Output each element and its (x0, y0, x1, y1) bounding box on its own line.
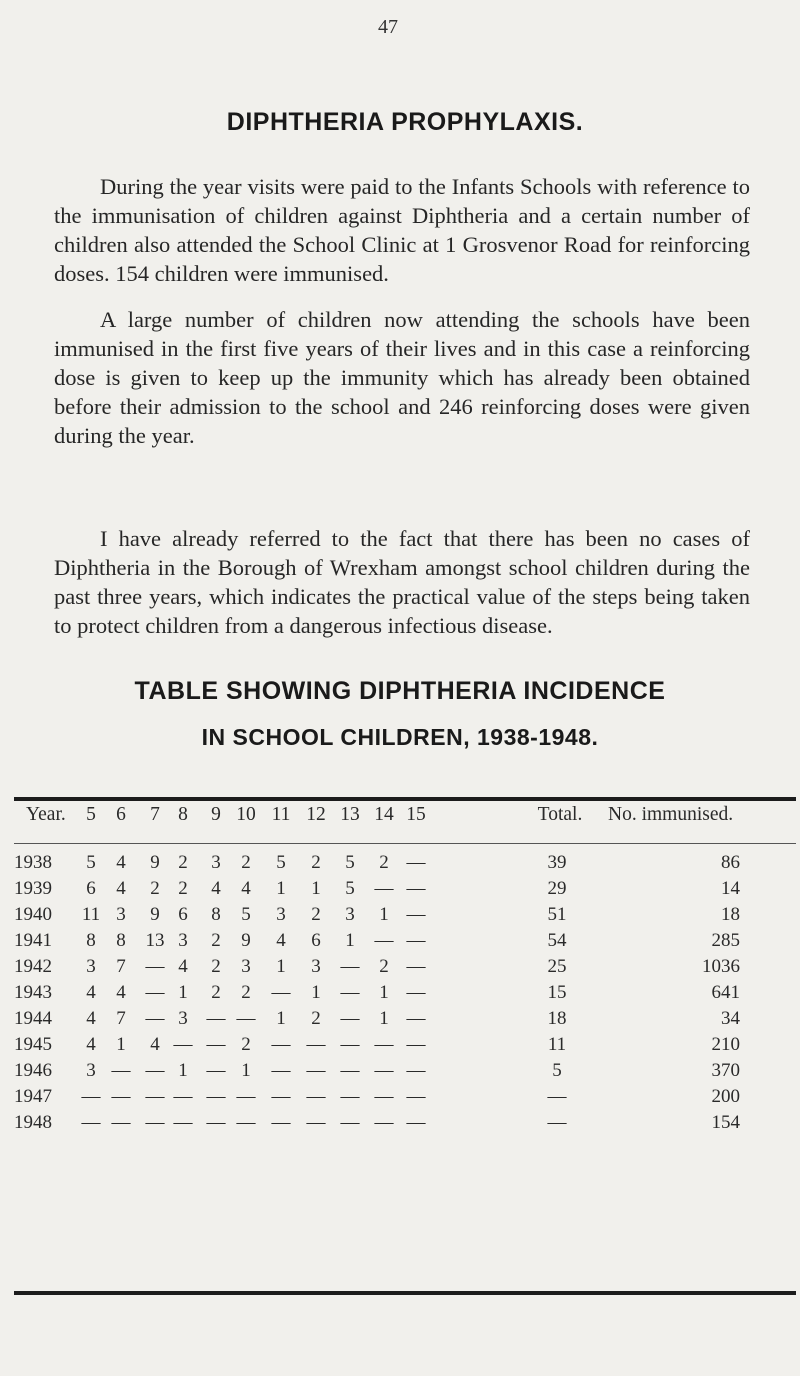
header-immunised: No. immunised. (608, 804, 734, 825)
cell-age-10: 1 (241, 1060, 251, 1081)
header-total: Total. (537, 804, 583, 825)
cell-total: 51 (547, 904, 567, 925)
cell-age-10: 2 (241, 852, 251, 873)
cell-age-9: — (206, 1060, 226, 1081)
cell-age-7: 2 (150, 878, 160, 899)
cell-total: 15 (547, 982, 567, 1003)
cell-age-7: — (145, 1086, 165, 1107)
cell-age-5: 3 (86, 1060, 96, 1081)
cell-total: 39 (547, 852, 567, 873)
cell-age-15: — (406, 1086, 426, 1107)
cell-year: 1941 (14, 930, 52, 951)
cell-age-9: — (206, 1034, 226, 1055)
cell-year: 1939 (14, 878, 52, 899)
cell-total: 11 (547, 1034, 567, 1055)
header-age-15: 15 (406, 804, 426, 825)
cell-age-6: 8 (116, 930, 126, 951)
cell-age-11: — (271, 982, 291, 1003)
cell-age-15: — (406, 930, 426, 951)
cell-age-14: 2 (379, 956, 389, 977)
header-age-7: 7 (150, 804, 160, 825)
cell-immunised: 1036 (702, 956, 740, 977)
cell-age-9: 2 (211, 956, 221, 977)
cell-age-8: — (173, 1034, 193, 1055)
cell-age-5: 3 (86, 956, 96, 977)
cell-year: 1943 (14, 982, 52, 1003)
cell-age-13: — (340, 1060, 360, 1081)
cell-age-6: 4 (116, 982, 126, 1003)
cell-age-7: — (145, 1112, 165, 1133)
cell-age-7: 9 (150, 904, 160, 925)
cell-immunised: 18 (721, 904, 740, 925)
cell-age-15: — (406, 956, 426, 977)
table-header-row (0, 804, 800, 834)
cell-total: 18 (547, 1008, 567, 1029)
cell-age-9: — (206, 1112, 226, 1133)
cell-age-14: — (374, 1060, 394, 1081)
cell-age-13: — (340, 1086, 360, 1107)
cell-age-6: — (111, 1060, 131, 1081)
cell-age-8: — (173, 1112, 193, 1133)
cell-age-7: 13 (145, 930, 165, 951)
table-title-line-1: TABLE SHOWING DIPHTHERIA INCIDENCE (134, 677, 666, 705)
cell-age-14: 1 (379, 982, 389, 1003)
cell-immunised: 641 (711, 982, 740, 1003)
cell-age-7: 9 (150, 852, 160, 873)
cell-age-10: 9 (241, 930, 251, 951)
cell-age-14: 1 (379, 904, 389, 925)
cell-age-14: 1 (379, 1008, 389, 1029)
cell-age-6: — (111, 1112, 131, 1133)
cell-age-8: 3 (178, 1008, 188, 1029)
cell-age-5: 4 (86, 1008, 96, 1029)
cell-age-7: 4 (150, 1034, 160, 1055)
cell-age-10: 2 (241, 982, 251, 1003)
cell-age-8: 1 (178, 1060, 188, 1081)
cell-age-8: 2 (178, 878, 188, 899)
cell-age-8: 3 (178, 930, 188, 951)
cell-age-11: 1 (276, 956, 286, 977)
cell-age-11: 4 (276, 930, 286, 951)
cell-immunised: 14 (721, 878, 740, 899)
cell-age-14: 2 (379, 852, 389, 873)
cell-age-12: — (306, 1034, 326, 1055)
cell-age-5: 5 (86, 852, 96, 873)
cell-age-11: 1 (276, 878, 286, 899)
table-bottom-rule (14, 1291, 796, 1295)
cell-year: 1944 (14, 1008, 52, 1029)
cell-age-10: 2 (241, 1034, 251, 1055)
cell-total: — (547, 1086, 567, 1107)
cell-age-11: 5 (276, 852, 286, 873)
cell-age-8: 2 (178, 852, 188, 873)
cell-age-14: — (374, 1086, 394, 1107)
cell-age-13: — (340, 956, 360, 977)
cell-total: 5 (552, 1060, 562, 1081)
paragraph-no-cases: I have already referred to the fact that there has been no cases of Diphtheria in the Borough of Wrexham amongst school children during the past three years, which indicates the practical value of the steps being taken to protect children from a dangerous infectious disease. (54, 526, 750, 638)
cell-age-5: 11 (81, 904, 101, 925)
cell-age-11: 3 (276, 904, 286, 925)
cell-age-9: 4 (211, 878, 221, 899)
cell-immunised: 370 (711, 1060, 740, 1081)
cell-immunised: 210 (711, 1034, 740, 1055)
cell-age-12: — (306, 1060, 326, 1081)
cell-total: 54 (547, 930, 567, 951)
cell-age-12: — (306, 1112, 326, 1133)
paragraph-reinforcing-doses: A large number of children now attending the schools have been immunised in the first five years of their lives and in this case a reinforcing dose is given to keep up the immunity which has already been obtained before their admission to the school and 246 reinforcing doses were given during the year. (54, 307, 750, 448)
table-row (0, 1112, 800, 1142)
table-header-rule (14, 843, 796, 844)
cell-age-8: 4 (178, 956, 188, 977)
cell-year: 1948 (14, 1112, 52, 1133)
cell-year: 1946 (14, 1060, 52, 1081)
cell-age-6: 4 (116, 878, 126, 899)
cell-age-13: — (340, 1034, 360, 1055)
cell-age-15: — (406, 1034, 426, 1055)
cell-age-11: — (271, 1034, 291, 1055)
cell-total: — (547, 1112, 567, 1133)
cell-age-5: 4 (86, 982, 96, 1003)
cell-age-10: 4 (241, 878, 251, 899)
page-number: 47 (378, 16, 398, 38)
paragraph-school-visits: During the year visits were paid to the Infants Schools with reference to the immunisation of children against Diphtheria and a certain number of children also attended the School Clinic at 1 Grosvenor Road for reinforcing doses. 154 children were immunised. (54, 174, 750, 286)
cell-age-14: — (374, 930, 394, 951)
cell-age-7: — (145, 1060, 165, 1081)
header-age-13: 13 (340, 804, 360, 825)
cell-year: 1947 (14, 1086, 52, 1107)
cell-age-7: — (145, 956, 165, 977)
cell-year: 1940 (14, 904, 52, 925)
cell-year: 1945 (14, 1034, 52, 1055)
header-age-12: 12 (306, 804, 326, 825)
cell-age-12: 2 (311, 852, 321, 873)
cell-age-15: — (406, 982, 426, 1003)
cell-age-10: — (236, 1008, 256, 1029)
cell-age-7: — (145, 982, 165, 1003)
header-year: Year. (26, 804, 66, 825)
cell-immunised: 86 (721, 852, 740, 873)
cell-age-8: — (173, 1086, 193, 1107)
cell-age-9: 2 (211, 982, 221, 1003)
cell-age-9: 3 (211, 852, 221, 873)
cell-age-6: 4 (116, 852, 126, 873)
header-age-10: 10 (236, 804, 256, 825)
cell-age-5: 8 (86, 930, 96, 951)
cell-age-9: 8 (211, 904, 221, 925)
cell-age-12: 1 (311, 982, 321, 1003)
cell-total: 29 (547, 878, 567, 899)
cell-age-7: — (145, 1008, 165, 1029)
cell-age-5: 6 (86, 878, 96, 899)
cell-age-12: 3 (311, 956, 321, 977)
cell-age-6: — (111, 1086, 131, 1107)
cell-age-12: 2 (311, 904, 321, 925)
table-title-line-2: IN SCHOOL CHILDREN, 1938-1948. (201, 724, 599, 750)
cell-age-12: 2 (311, 1008, 321, 1029)
cell-age-11: — (271, 1086, 291, 1107)
cell-age-6: 7 (116, 1008, 126, 1029)
cell-age-14: — (374, 1034, 394, 1055)
cell-age-13: 5 (345, 852, 355, 873)
cell-total: 25 (547, 956, 567, 977)
cell-age-13: — (340, 1008, 360, 1029)
cell-age-15: — (406, 878, 426, 899)
cell-year: 1938 (14, 852, 52, 873)
header-age-14: 14 (374, 804, 394, 825)
cell-age-15: — (406, 1060, 426, 1081)
cell-age-12: — (306, 1086, 326, 1107)
cell-age-12: 1 (311, 878, 321, 899)
cell-age-10: — (236, 1112, 256, 1133)
header-age-5: 5 (86, 804, 96, 825)
cell-year: 1942 (14, 956, 52, 977)
header-age-8: 8 (178, 804, 188, 825)
cell-age-15: — (406, 904, 426, 925)
cell-age-14: — (374, 1112, 394, 1133)
cell-age-5: 4 (86, 1034, 96, 1055)
cell-age-13: 3 (345, 904, 355, 925)
cell-age-13: 1 (345, 930, 355, 951)
header-age-9: 9 (211, 804, 221, 825)
cell-immunised: 154 (711, 1112, 740, 1133)
cell-age-8: 6 (178, 904, 188, 925)
cell-age-15: — (406, 852, 426, 873)
page-title: DIPHTHERIA PROPHYLAXIS. (226, 108, 584, 136)
cell-age-9: — (206, 1086, 226, 1107)
cell-age-13: 5 (345, 878, 355, 899)
cell-age-5: — (81, 1086, 101, 1107)
cell-age-12: 6 (311, 930, 321, 951)
cell-age-6: 3 (116, 904, 126, 925)
header-age-11: 11 (271, 804, 291, 825)
header-age-6: 6 (116, 804, 126, 825)
cell-age-6: 1 (116, 1034, 126, 1055)
cell-age-13: — (340, 982, 360, 1003)
cell-immunised: 200 (711, 1086, 740, 1107)
cell-age-15: — (406, 1008, 426, 1029)
cell-immunised: 34 (721, 1008, 740, 1029)
cell-age-9: — (206, 1008, 226, 1029)
cell-age-10: 5 (241, 904, 251, 925)
cell-age-10: — (236, 1086, 256, 1107)
cell-age-14: — (374, 878, 394, 899)
cell-age-5: — (81, 1112, 101, 1133)
cell-age-6: 7 (116, 956, 126, 977)
cell-immunised: 285 (711, 930, 740, 951)
cell-age-11: — (271, 1060, 291, 1081)
table-top-rule (14, 797, 796, 801)
cell-age-10: 3 (241, 956, 251, 977)
cell-age-9: 2 (211, 930, 221, 951)
cell-age-11: 1 (276, 1008, 286, 1029)
cell-age-11: — (271, 1112, 291, 1133)
cell-age-15: — (406, 1112, 426, 1133)
cell-age-8: 1 (178, 982, 188, 1003)
cell-age-13: — (340, 1112, 360, 1133)
